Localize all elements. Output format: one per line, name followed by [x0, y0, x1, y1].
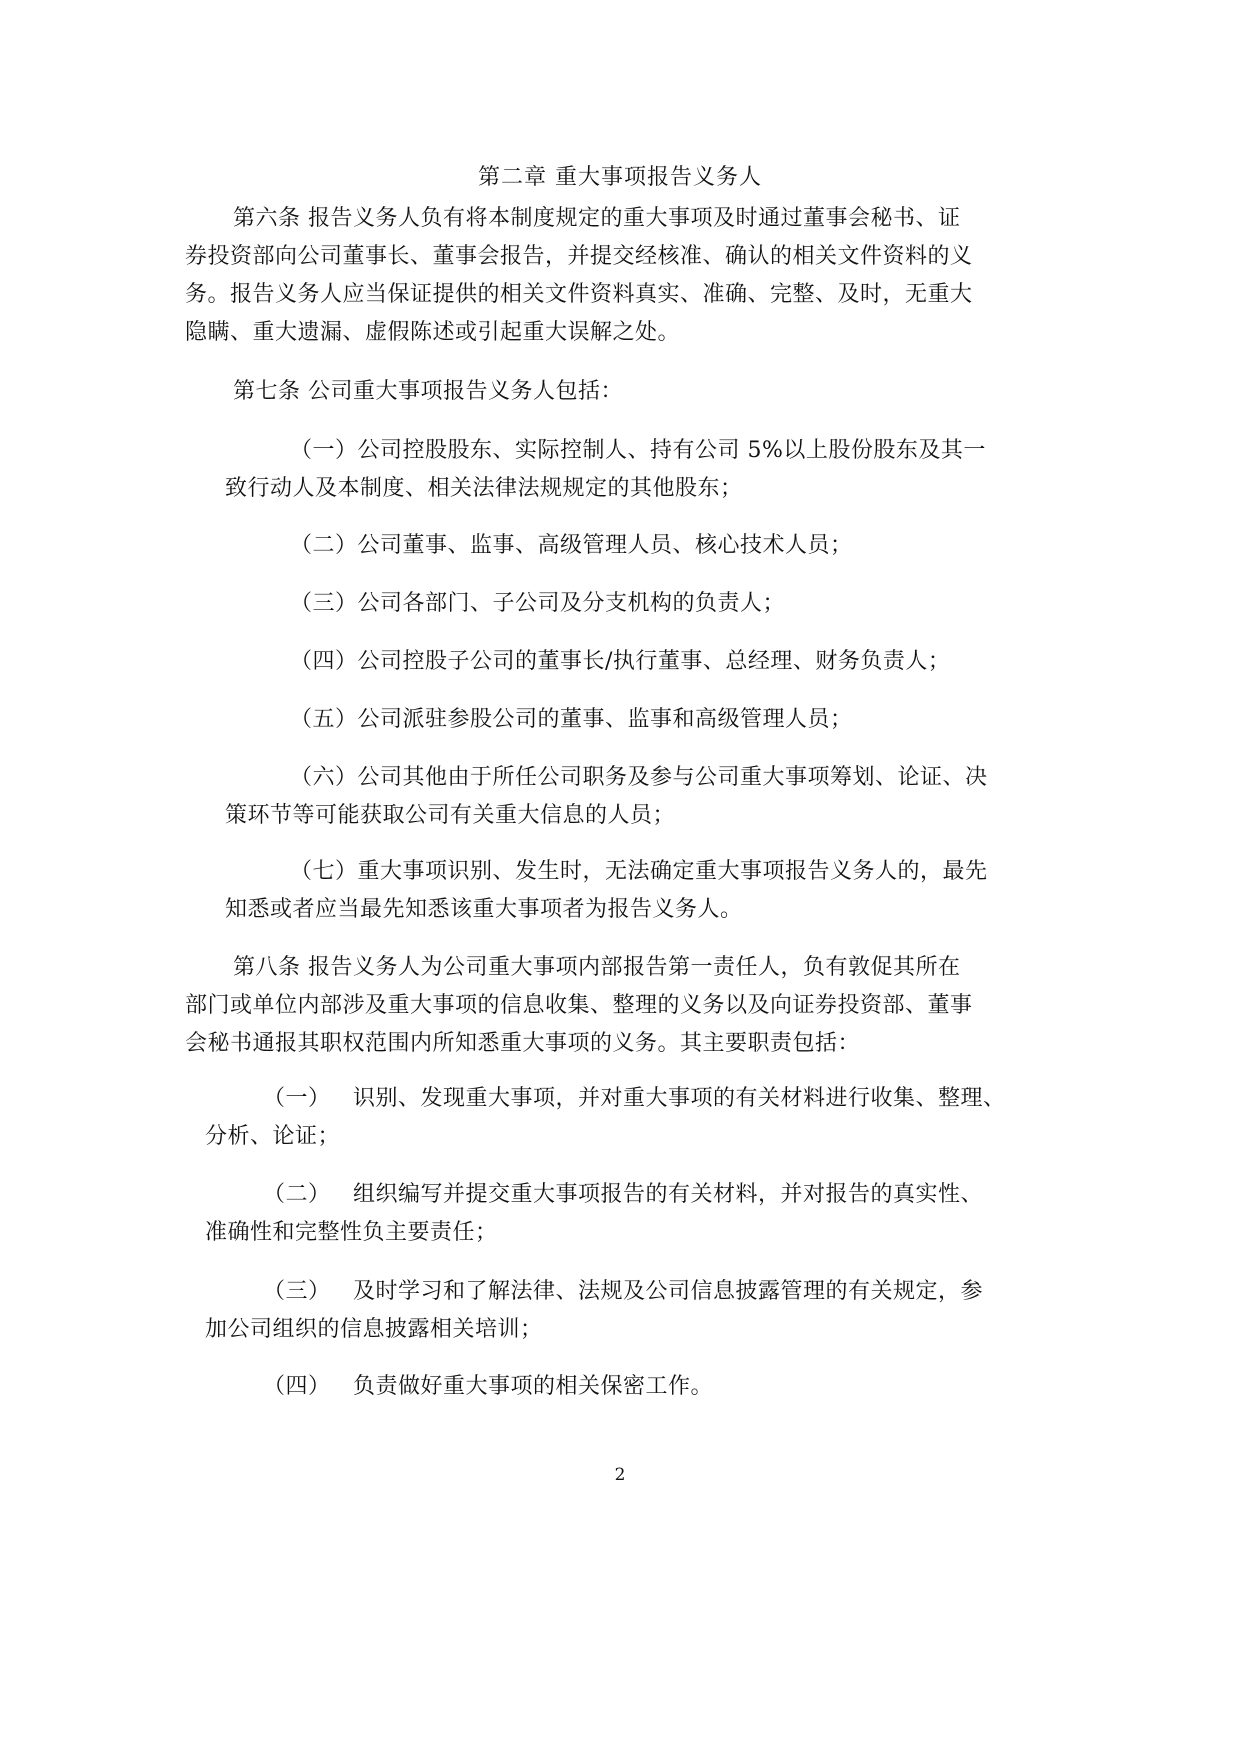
article-6: [185, 200, 1085, 352]
article-7-item-6: [225, 759, 1085, 835]
article-8-item-4-line-1: 负责做好重大事项的相关保密工作。: [353, 1374, 714, 1399]
article-8-item-1-number: （一）: [263, 1086, 331, 1111]
article-7-item-1: [225, 432, 1085, 508]
article-7-item-5: （五）公司派驻参股公司的董事、监事和高级管理人员；: [290, 707, 853, 732]
article-7-item-7-line-1: （七）重大事项识别、发生时，无法确定重大事项报告义务人的，最先: [290, 859, 988, 884]
article-7-item-6-line-2: 策环节等可能获取公司有关重大信息的人员；: [225, 803, 676, 828]
article-8-line-3: 会秘书通报其职权范围内所知悉重大事项的义务。其主要职责包括：: [185, 1031, 861, 1056]
article-8-item-3-line-2: 加公司组织的信息披露相关培训；: [205, 1317, 543, 1342]
article-7-item-7-line-2: 知悉或者应当最先知悉该重大事项者为报告义务人。: [225, 897, 743, 922]
article-8-line-2: 部门或单位内部涉及重大事项的信息收集、整理的义务以及向证券投资部、董事: [185, 993, 973, 1018]
article-8-item-4-number: （四）: [263, 1374, 331, 1399]
article-8-item-2-line-1: 组织编写并提交重大事项报告的有关材料，并对报告的真实性、: [353, 1182, 984, 1207]
article-7-item-4: （四）公司控股子公司的董事长/执行董事、总经理、财务负责人；: [290, 649, 951, 674]
article-8-item-2: [205, 1176, 1085, 1252]
article-6-line-2: 券投资部向公司董事长、董事会报告，并提交经核准、确认的相关文件资料的义: [185, 244, 973, 269]
page-number: 2: [614, 1465, 626, 1485]
article-7-item-1-line-1: （一）公司控股股东、实际控制人、持有公司 5%以上股份股东及其一: [290, 438, 986, 463]
article-8-item-4: [205, 1368, 1085, 1406]
article-8-item-3-line-1: 及时学习和了解法律、法规及公司信息披露管理的有关规定，参: [353, 1279, 984, 1304]
article-7-item-7: [225, 853, 1085, 929]
article-6-line-3: 务。报告义务人应当保证提供的相关文件资料真实、准确、完整、及时，无重大: [185, 282, 973, 307]
article-7-item-6-line-1: （六）公司其他由于所任公司职务及参与公司重大事项筹划、论证、决: [290, 765, 988, 790]
article-7-item-1-line-2: 致行动人及本制度、相关法律法规规定的其他股东；: [225, 476, 743, 501]
article-8-item-1-line-1: 识别、发现重大事项，并对重大事项的有关材料进行收集、整理、: [353, 1086, 1006, 1111]
article-7-intro: 第七条 公司重大事项报告义务人包括：: [233, 379, 623, 404]
article-6-line-1: 第六条 报告义务人负有将本制度规定的重大事项及时通过董事会秘书、证: [233, 206, 961, 231]
article-8-item-1-line-2: 分析、论证；: [205, 1124, 341, 1149]
article-8-item-2-line-2: 准确性和完整性负主要责任；: [205, 1220, 498, 1245]
chapter-heading: 第二章 重大事项报告义务人: [478, 165, 762, 190]
article-6-line-4: 隐瞒、重大遗漏、虚假陈述或引起重大误解之处。: [185, 320, 681, 345]
article-8-line-1: 第八条 报告义务人为公司重大事项内部报告第一责任人，负有敦促其所在: [233, 955, 961, 980]
article-8: [185, 949, 1085, 1063]
article-8-item-1: [205, 1080, 1085, 1156]
article-8-item-2-number: （二）: [263, 1182, 331, 1207]
article-8-item-3-number: （三）: [263, 1279, 331, 1304]
article-7-item-2: （二）公司董事、监事、高级管理人员、核心技术人员；: [290, 533, 853, 558]
article-8-item-3: [205, 1273, 1085, 1349]
article-7-item-3: （三）公司各部门、子公司及分支机构的负责人；: [290, 591, 786, 616]
